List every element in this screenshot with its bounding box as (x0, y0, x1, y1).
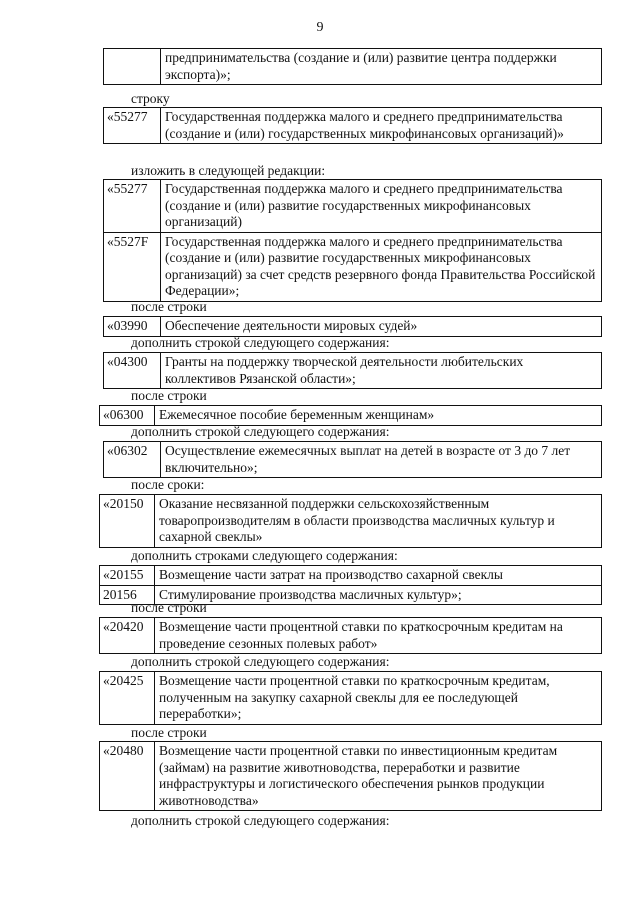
code-table (99, 565, 602, 605)
budget-item-name: Гранты на поддержку творческой деятельности любительских коллективов Рязанской области»; (165, 354, 524, 386)
budget-code: «5527F (104, 233, 161, 301)
instruction-text: изложить в следующей редакции: (131, 163, 326, 178)
instruction-text: дополнить строкой следующего содержания: (131, 654, 390, 669)
code-table (103, 107, 602, 144)
budget-code: «55277 (104, 108, 161, 143)
instruction-text: после сроки: (131, 477, 205, 492)
budget-code: 20156 (100, 586, 155, 605)
budget-item-name: Оказание несвязанной поддержки сельскохозяйственным товаропроизводителям в области производства масличных культур и сахарной свеклы» (159, 496, 555, 544)
budget-item-name: Государственная поддержка малого и среднего предпринимательства (создание и (или) развитие государственных микрофинансовых организаций) за счет средств резервного фонда Правительства Российской Федерации»; (165, 233, 596, 298)
instruction-text: строку (131, 91, 170, 106)
table-row (100, 495, 601, 547)
code-table (99, 741, 602, 811)
instruction-text: после строки (131, 725, 207, 740)
budget-code: «20155 (100, 566, 155, 585)
budget-item-name: предпринимательства (создание и (или) развитие центра поддержки экспорта)»; (165, 50, 557, 82)
table-row (104, 180, 601, 232)
code-table (99, 617, 602, 654)
code-table (103, 316, 602, 337)
budget-code (104, 49, 161, 84)
budget-item-name: Государственная поддержка малого и среднего предпринимательства (создание и (или) развитие государственных микрофинансовых организаций) (165, 181, 563, 229)
budget-item-name: Возмещение части затрат на производство сахарной свеклы (159, 567, 503, 582)
budget-code: «20425 (100, 672, 155, 724)
budget-item-name: Стимулирование производства масличных культур»; (159, 586, 462, 602)
budget-item-name: Возмещение части процентной ставки по краткосрочным кредитам, полученным на закупку сахарной свеклы для ее последующей переработки»; (159, 673, 550, 721)
budget-item-name: Обеспечение деятельности мировых судей» (165, 318, 418, 333)
budget-item-name: Ежемесячное пособие беременным женщинам» (159, 407, 435, 422)
code-table (103, 352, 602, 389)
budget-code: «55277 (104, 180, 161, 232)
code-table (103, 48, 602, 85)
instruction-text: дополнить строкой следующего содержания: (131, 335, 390, 350)
budget-code: «06300 (100, 406, 155, 425)
table-row (100, 406, 601, 425)
table-row (104, 49, 601, 84)
budget-code: «20420 (100, 618, 155, 653)
instruction-text: дополнить строками следующего содержания: (131, 548, 398, 563)
instruction-text: после строки (131, 388, 207, 403)
budget-code: «06302 (104, 442, 161, 477)
code-table (99, 671, 602, 725)
budget-code: «20480 (100, 742, 155, 810)
budget-item-name: Государственная поддержка малого и среднего предпринимательства (создание и (или) государственных микрофинансовых организаций)» (165, 109, 564, 141)
budget-code: «20150 (100, 495, 155, 547)
budget-code: «04300 (104, 353, 161, 388)
budget-code: «03990 (104, 317, 161, 336)
table-row (100, 672, 601, 724)
instruction-text: дополнить строкой следующего содержания: (131, 424, 390, 439)
table-row (104, 317, 601, 336)
table-row (104, 108, 601, 143)
code-table (103, 179, 602, 302)
code-table (103, 441, 602, 478)
budget-item-name: Возмещение части процентной ставки по инвестиционным кредитам (займам) на развитие животноводства, переработки и развитие инфраструктуры и логистического обеспечения рынков продукции животноводства» (159, 743, 558, 808)
table-row (100, 742, 601, 810)
code-table (99, 405, 602, 426)
page-number: 9 (316, 20, 324, 35)
table-row (100, 566, 601, 585)
instruction-text: дополнить строкой следующего содержания: (131, 813, 390, 828)
instruction-text: после строки (131, 299, 207, 314)
code-table (99, 494, 602, 548)
table-row (104, 232, 601, 301)
table-row (104, 353, 601, 388)
table-row (104, 442, 601, 477)
instruction-text: после строки (131, 600, 207, 615)
table-row (100, 618, 601, 653)
budget-item-name: Осуществление ежемесячных выплат на детей в возрасте от 3 до 7 лет включительно»; (165, 443, 571, 475)
budget-item-name: Возмещение части процентной ставки по краткосрочным кредитам на проведение сезонных полевых работ» (159, 619, 563, 651)
